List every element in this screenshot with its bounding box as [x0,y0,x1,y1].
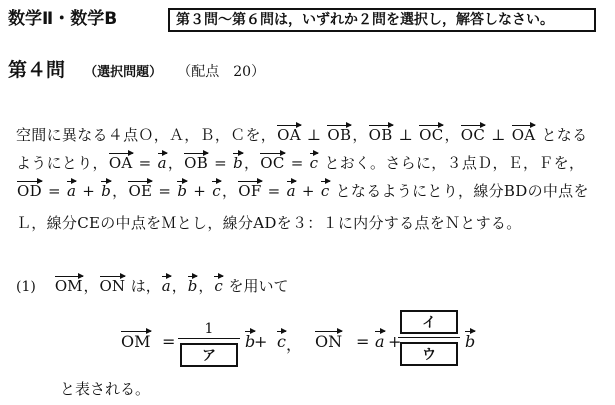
comma: ， [221,182,238,200]
equals: = [262,182,286,200]
problem-selection-note: （選択問題） [84,65,163,80]
problem-paragraph-2 [16,152,584,173]
para1-text-1: 空間に異なる４点Ｏ，Ａ，Ｂ，Ｃを， [16,126,277,144]
vector-ob: OB [184,154,209,172]
comma: ， [83,277,99,295]
vector-c: c [212,182,221,200]
comma: ， [167,154,184,172]
perp-symbol: ⊥ [486,126,511,144]
problem-paragraph-3 [16,180,589,201]
para3-text-1: となるようにとり，線分BDの中点を [330,182,589,200]
comma: ， [243,154,260,172]
vector-oc: OC [460,126,486,144]
comma: ， [444,126,460,144]
equals: = [153,182,177,200]
problem-paragraph-4: Ｌ，線分CEの中点をＭとし，線分ADを３：１に内分する点をＮとする。 [16,214,522,232]
para1-text-2: となる [536,126,588,144]
vector-a: a [375,332,385,351]
vector-c: c [320,182,330,200]
vector-b: b [233,154,243,172]
problem-paragraph-1 [16,124,587,145]
answer-box-a[interactable]: ア [180,343,238,367]
formula-area [120,315,590,380]
vector-b: b [101,182,112,200]
vector-a: a [157,154,167,172]
perp-symbol: ⊥ [393,126,419,144]
vector-b: b [465,332,476,351]
vector-c: c [214,277,223,295]
fraction-numerator: 1 [204,321,214,337]
answer-box-i[interactable]: イ [400,310,458,334]
vector-of: OF [238,182,262,200]
vector-a: a [66,182,77,200]
vector-ob: OB [327,126,352,144]
fraction-bar [178,338,240,339]
vector-ob: OB [368,126,393,144]
vector-a: a [286,182,296,200]
vector-oa: OA [511,126,536,144]
vector-c: c [277,332,286,351]
para2-text-2: とおく。さらに，３点Ｄ，Ｅ，Ｆを， [319,154,585,172]
plus: + [388,332,402,351]
plus: + [254,332,268,351]
perp-symbol: ⊥ [301,126,327,144]
problem-points-note: （配点 20） [177,64,266,80]
comma: ， [286,335,303,354]
plus: + [296,182,320,200]
comma: ， [352,126,368,144]
subject-title: 数学Ⅱ・数学B [8,9,118,29]
vector-om: OM [121,332,151,351]
vector-oe: OE [128,182,153,200]
instruction-box: 第３問〜第６問は，いずれか２問を選択し，解答しなさい。 [168,8,596,32]
equals: = [162,332,176,351]
vector-b: b [245,332,256,351]
plus: + [188,182,212,200]
question-text-2: を用いて [223,277,289,295]
comma: ， [198,277,214,295]
para2-text-1: ようにとり， [16,154,108,172]
vector-b: b [187,277,198,295]
vector-on: ON [99,277,125,295]
conclusion-text: と表される。 [60,380,151,398]
plus: + [77,182,101,200]
equals: = [42,182,66,200]
fraction-bar [398,337,460,338]
question-number: (1) [16,279,36,295]
vector-oa: OA [277,126,301,144]
problem-title: 第４問 [8,59,66,81]
vector-om: OM [54,277,83,295]
equals: = [209,154,233,172]
vector-oc: OC [419,126,444,144]
question-text-1: は， [125,277,161,295]
comma: ， [112,182,128,200]
vector-a: a [161,277,171,295]
problem-heading [8,55,265,82]
vector-oa: OA [108,154,133,172]
question-1-line [16,275,289,296]
answer-box-u[interactable]: ウ [400,342,458,366]
vector-b: b [177,182,188,200]
equals: = [133,154,157,172]
vector-on: ON [315,332,343,351]
comma: ， [171,277,187,295]
vector-od: OD [17,182,42,200]
vector-oc: OC [260,154,285,172]
fraction-a [178,320,240,367]
fraction-iu [398,310,460,366]
equals: = [356,332,370,351]
equals: = [285,154,309,172]
vector-c: c [309,154,319,172]
